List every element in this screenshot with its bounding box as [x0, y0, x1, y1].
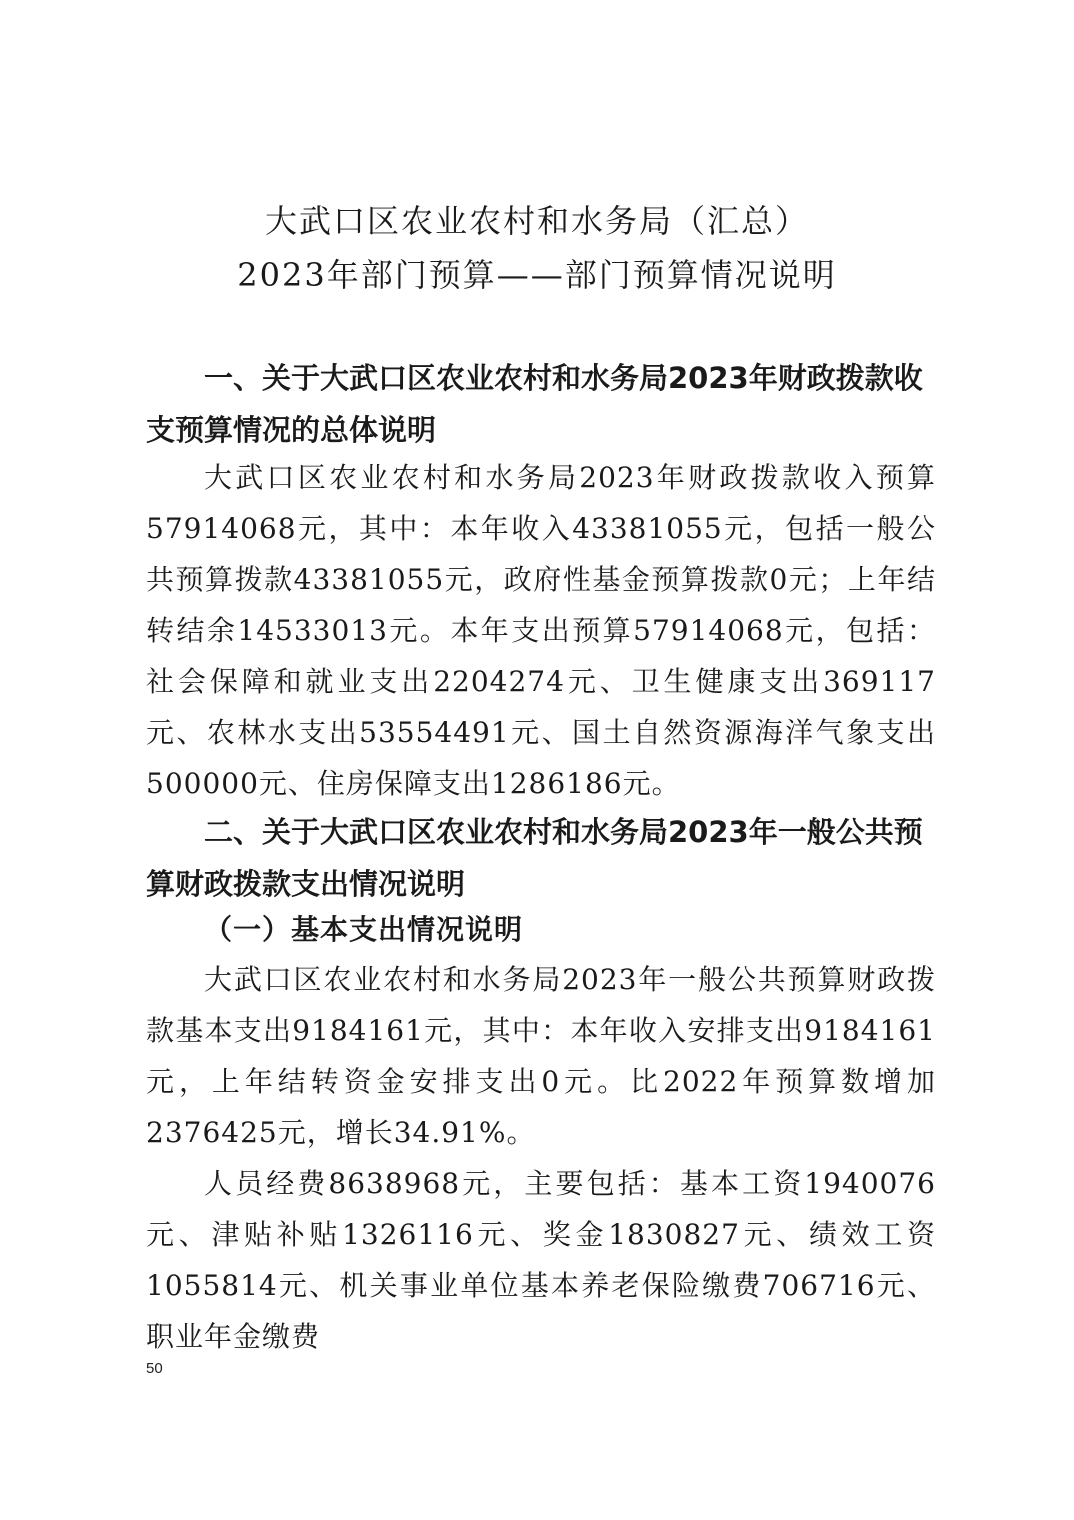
section2-heading: 二、关于大武口区农业农村和水务局2023年一般公共预算财政拨款支出情况说明	[146, 815, 923, 901]
subsection1-paragraph1: 大武口区农业农村和水务局2023年一般公共预算财政拨款基本支出9184161元，其中：本年收入安排支出9184161元，上年结转资金安排支出0元。比2022年预算数增加2376425元，增长34.91%。	[146, 963, 936, 1149]
page-number: 50	[146, 1360, 163, 1377]
document-title-line2: 2023年部门预算——部门预算情况说明	[237, 256, 837, 294]
subsection1-heading: （一）基本支出情况说明	[204, 913, 524, 946]
section1-heading: 一、关于大武口区农业农村和水务局2023年财政拨款收支预算情况的总体说明	[146, 361, 923, 447]
document-title-line1: 大武口区农业农村和水务局（汇总）	[264, 202, 809, 240]
section1-paragraph: 大武口区农业农村和水务局2023年财政拨款收入预算57914068元，其中：本年收入43381055元，包括一般公共预算拨款43381055元，政府性基金预算拨款0元；上年结转结余14533013元。本年支出预算57914068元，包括：社会保障和就业支出2204274元、卫生健康支出369117元、农林水支出53554491元、国土自然资源海洋气象支出500000元、住房保障支出1286186元。	[146, 461, 936, 800]
subsection1-paragraph2: 人员经费8638968元，主要包括：基本工资1940076元、津贴补贴1326116元、奖金1830827元、绩效工资1055814元、机关事业单位基本养老保险缴费706716元、职业年金缴费	[146, 1167, 936, 1353]
